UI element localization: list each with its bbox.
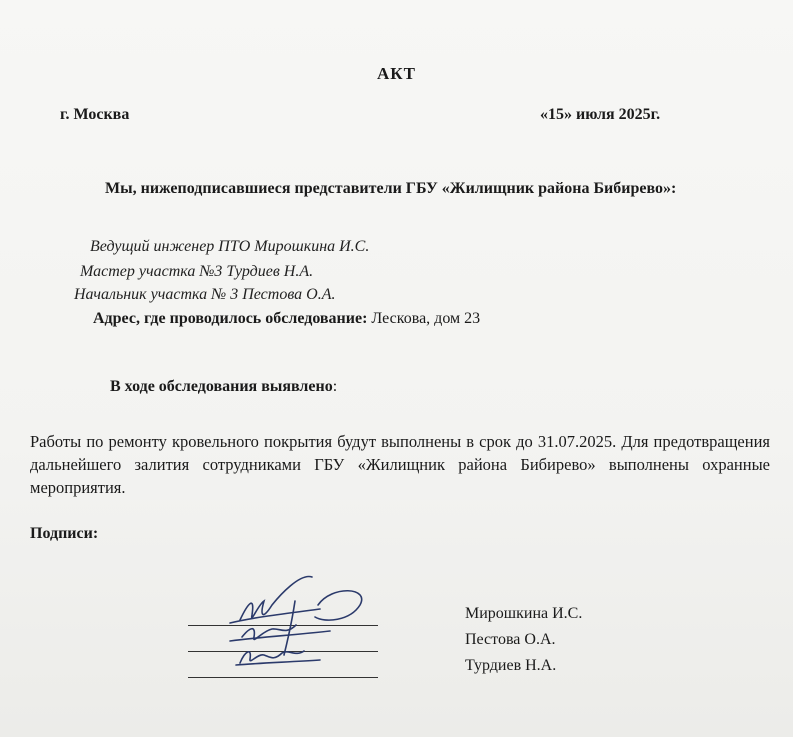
signer-1: Мирошкина И.С. [465,605,583,622]
intro-paragraph: Мы, нижеподписавшиеся представители ГБУ «Жилищник района Бибирево»: [105,180,677,197]
document-title: АКТ [377,64,416,83]
person-2: Мастер участка №3 Турдиев Н.А. [80,263,314,280]
address-value: Лескова, дом 23 [371,310,481,327]
findings-heading [110,378,337,396]
city: г. Москва [60,106,130,123]
address-label: Адрес, где проводилось обследование: [93,310,368,327]
document-date: «15» июля 2025г. [540,106,661,123]
person-3: Начальник участка № 3 Пестова О.А. [74,286,336,303]
signatures-label: Подписи: [30,525,99,542]
address-line [93,310,480,328]
handwritten-signatures [200,565,390,685]
findings-label: В ходе обследования выявлено [110,378,333,395]
findings-body: Работы по ремонту кровельного покрытия будут выполнены в срок до 31.07.2025. Для предотвращения дальнейшего залития сотрудниками ГБУ «Жилищник района Бибирево» выполнены охранные мероприятия. [30,432,770,497]
signer-3: Турдиев Н.А. [465,657,557,674]
findings-colon: : [332,378,338,395]
signer-2: Пестова О.А. [465,631,556,648]
person-1: Ведущий инженер ПТО Мирошкина И.С. [90,238,370,255]
